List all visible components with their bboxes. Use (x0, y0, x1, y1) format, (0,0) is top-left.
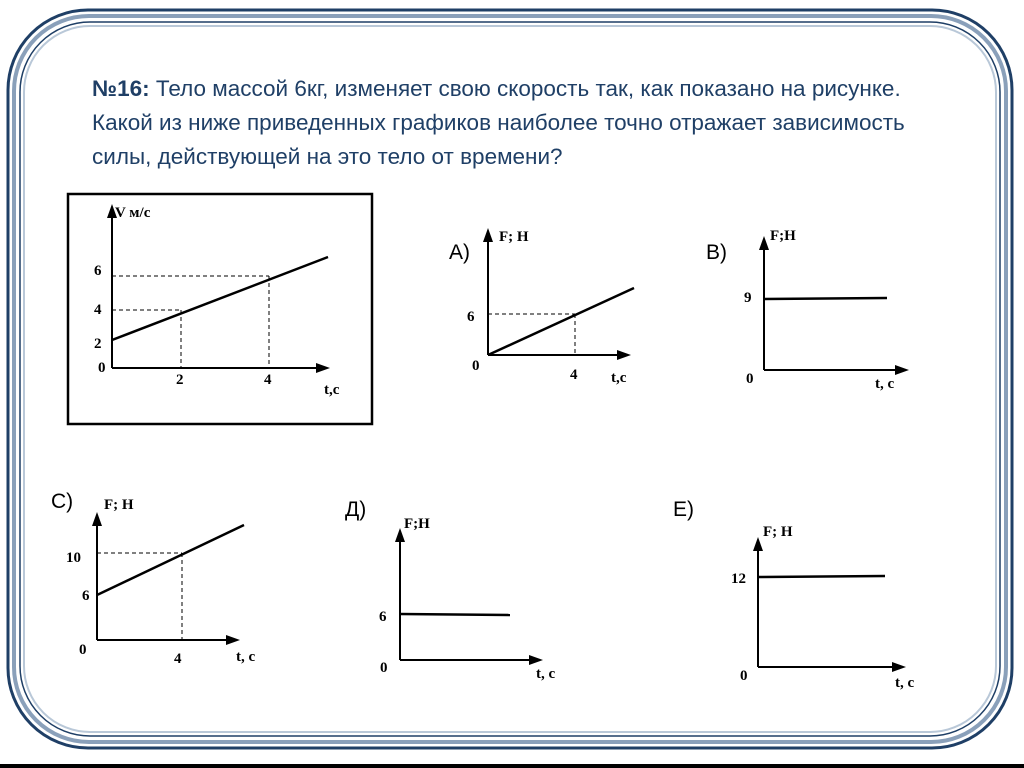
x-axis-label: t, с (536, 666, 556, 682)
y-axis-arrow (92, 512, 102, 526)
x-axis-label: t, с (236, 649, 256, 665)
question-number: №16: (92, 76, 150, 101)
x-axis-label: t,с (611, 370, 627, 386)
y-tick-6: 6 (94, 263, 102, 279)
y-axis-label: F;Н (770, 228, 796, 244)
x-axis-label: t,с (324, 382, 340, 398)
option-e-graph (728, 515, 928, 695)
x-axis-arrow (892, 662, 906, 672)
y-axis-label: V м/с (115, 205, 151, 221)
x-axis-arrow (895, 365, 909, 375)
option-c-label: С) (51, 490, 74, 513)
origin-label: 0 (746, 371, 754, 387)
y-tick-4: 4 (94, 302, 102, 318)
origin-label: 0 (472, 358, 480, 374)
question-text (92, 72, 952, 174)
option-a-graph (458, 222, 648, 392)
x-axis-label: t, с (875, 376, 895, 392)
given-velocity-graph (60, 190, 380, 430)
force-line (400, 614, 510, 615)
x-tick-4: 4 (174, 651, 182, 667)
origin-label: 0 (740, 668, 748, 684)
force-line (488, 288, 634, 355)
x-axis-arrow (529, 655, 543, 665)
x-axis-label: t, с (895, 675, 915, 691)
question-body: Тело массой 6кг, изменяет свою скорость так, как показано на рисунке. Какой из ниже приведенных графиков наиболее точно отражает зависимость силы, действующей на это тело от времени? (92, 76, 905, 169)
y-axis-arrow (753, 537, 763, 551)
y-tick-12: 12 (731, 571, 746, 587)
origin-label: 0 (79, 642, 87, 658)
y-axis-label: F; Н (499, 229, 529, 245)
y-axis-label: F;Н (404, 516, 430, 532)
option-b-graph (738, 222, 928, 397)
x-axis-arrow (617, 350, 631, 360)
y-axis-arrow (483, 228, 493, 242)
x-tick-2: 2 (176, 372, 184, 388)
y-tick-6: 6 (467, 309, 475, 325)
y-tick-10: 10 (66, 550, 81, 566)
force-line (97, 525, 244, 595)
option-d-graph (370, 508, 570, 688)
option-b-label: В) (706, 241, 727, 264)
origin-label: 0 (380, 660, 388, 676)
force-line (758, 576, 885, 577)
option-a-label: А) (449, 241, 470, 264)
y-axis-label: F; Н (104, 497, 134, 513)
y-tick-6: 6 (379, 609, 387, 625)
y-tick-2: 2 (94, 336, 102, 352)
bottom-edge-line (0, 764, 1024, 768)
x-tick-4: 4 (570, 367, 578, 383)
y-tick-9: 9 (744, 290, 752, 306)
force-line (764, 298, 887, 299)
y-axis-arrow (759, 236, 769, 250)
y-tick-0: 0 (98, 360, 106, 376)
x-axis-arrow (226, 635, 240, 645)
option-e-label: Е) (673, 498, 694, 521)
option-d-label: Д) (345, 498, 367, 521)
x-tick-4: 4 (264, 372, 272, 388)
y-tick-6: 6 (82, 588, 90, 604)
y-axis-label: F; Н (763, 524, 793, 540)
option-c-graph (60, 490, 280, 670)
